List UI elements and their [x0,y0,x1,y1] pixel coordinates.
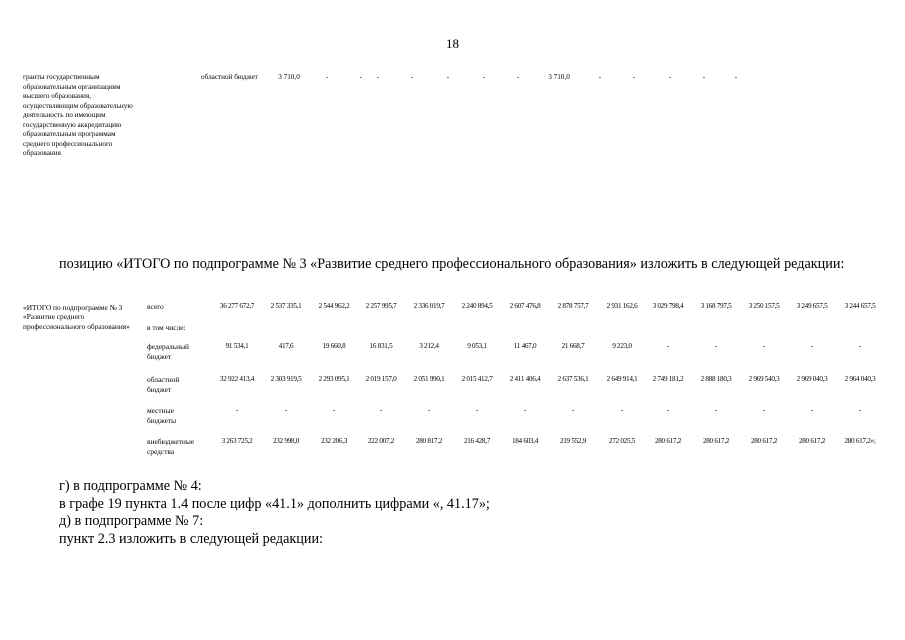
cell: 2 607 476,8 [509,302,541,310]
cell: 9 223,0 [612,342,632,350]
cell: 2 051 990,1 [413,375,445,383]
table1-value: - [598,73,602,81]
row-source: всего [147,302,164,311]
cell: - [810,406,814,414]
cell: - [571,406,575,414]
cell: - [332,406,336,414]
cell: 2 411 406,4 [509,375,541,383]
cell: - [762,342,766,350]
cell: - [714,342,718,350]
table1-value: 3 710,0 [278,73,300,81]
cell: 2 637 536,1 [557,375,589,383]
amendment-lines [59,478,490,548]
table2-row-local [0,406,905,436]
cell: - [235,406,239,414]
cell: 19 660,8 [322,342,346,350]
table1-label: гранты государственным образовательным организациям высшего образования, осуществляющим образовательную деятельность по имеющим государственную аккредитацию образовательным программам среднего профессионального образования [23,73,133,157]
table1-value: - [446,73,450,81]
cell: 2 749 181,2 [652,375,684,383]
cell: 232 206,3 [320,437,348,445]
table2-row-federal [0,342,905,372]
cell: 3 244 657,5 [844,302,876,310]
cell: 2 544 962,2 [318,302,350,310]
row-source: местные бюджеты [147,406,177,425]
cell: 2 969 540,3 [748,375,780,383]
cell: 280 617,2»; [844,437,876,445]
cell: 184 603,4 [511,437,539,445]
cell: - [379,406,383,414]
cell: 2 240 894,5 [461,302,493,310]
cell: 21 668,7 [561,342,585,350]
cell: 272 025,5 [608,437,636,445]
cell: 2 537 335,1 [270,302,302,310]
cell: - [523,406,527,414]
cell: 232 998,0 [272,437,300,445]
cell: 2 969 040,3 [796,375,828,383]
table1-value: - [482,73,486,81]
line-column-19: в графе 19 пункта 1.4 после цифр «41.1» дополнить цифрами «, 41.17»; [59,495,490,512]
line-subprogram-4: г) в подпрограмме № 4: [59,478,202,494]
table2-row-regional [0,375,905,405]
instruction-paragraph: позицию «ИТОГО по подпрограмме № 3 «Развитие среднего профессионального образования» изложить в следующей редакции: [59,256,845,272]
row-source: федеральный бюджет [147,342,189,361]
cell: 2 888 180,3 [700,375,732,383]
cell: - [620,406,624,414]
cell: - [810,342,814,350]
line-subprogram-7: д) в подпрограмме № 7: [59,513,204,529]
cell: 16 831,5 [369,342,393,350]
cell: 2 019 157,0 [365,375,397,383]
cell: - [858,342,862,350]
cell: 280 617,2 [798,437,826,445]
cell: 280 817,2 [415,437,443,445]
cell: - [858,406,862,414]
cell: 2 015 412,7 [461,375,493,383]
cell: - [427,406,431,414]
cell: 2 257 995,7 [365,302,397,310]
cell: 3 250 157,5 [748,302,780,310]
table1-value: - [516,73,520,81]
cell: 2 878 757,7 [557,302,589,310]
table1-value: - [359,73,363,81]
cell: 11 467,0 [513,342,537,350]
row-source: внебюджетные средства [147,437,195,456]
cell: - [475,406,479,414]
table1-value: - [376,73,380,81]
cell: 32 922 413,4 [219,375,255,383]
row-source: областной бюджет [147,375,180,394]
cell: 3 168 797,5 [700,302,732,310]
cell: 219 552,9 [559,437,587,445]
cell: 2 964 040,3 [844,375,876,383]
cell: 2 336 019,7 [413,302,445,310]
table1-value: - [632,73,636,81]
cell: - [666,342,670,350]
table1-value: - [702,73,706,81]
table1-value: 3 710,0 [548,73,570,81]
table2-row-extrabudgetary [0,437,905,467]
table1-value: - [410,73,414,81]
line-item-2-3: пункт 2.3 изложить в следующей редакции: [59,530,323,547]
table1-source: областной бюджет [201,73,258,81]
cell: 3 212,4 [419,342,439,350]
cell: 280 617,2 [654,437,682,445]
cell: 2 293 095,1 [318,375,350,383]
table1-value: - [325,73,329,81]
table1-value: - [734,73,738,81]
cell: - [666,406,670,414]
cell: 91 534,1 [225,342,249,350]
cell: 216 428,7 [463,437,491,445]
cell: - [714,406,718,414]
cell: 3 249 657,5 [796,302,828,310]
cell: 417,6 [278,342,294,350]
cell: - [762,406,766,414]
table1-values [0,73,905,85]
cell: 2 649 914,1 [606,375,638,383]
cell: 3 029 798,4 [652,302,684,310]
table2-label: «ИТОГО по подпрограмме № 3 «Развитие среднего профессионального образования» [23,303,130,331]
table1-value: - [668,73,672,81]
cell: 3 263 725,2 [221,437,253,445]
page-number: 18 [446,36,459,51]
cell: 2 303 919,5 [270,375,302,383]
row-source: в том числе: [147,323,186,332]
cell: 280 617,2 [750,437,778,445]
cell: 222 007,2 [367,437,395,445]
cell: 2 931 162,6 [606,302,638,310]
cell: 280 617,2 [702,437,730,445]
cell: 9 053,1 [467,342,487,350]
cell: 36 277 672,7 [219,302,255,310]
cell: - [284,406,288,414]
